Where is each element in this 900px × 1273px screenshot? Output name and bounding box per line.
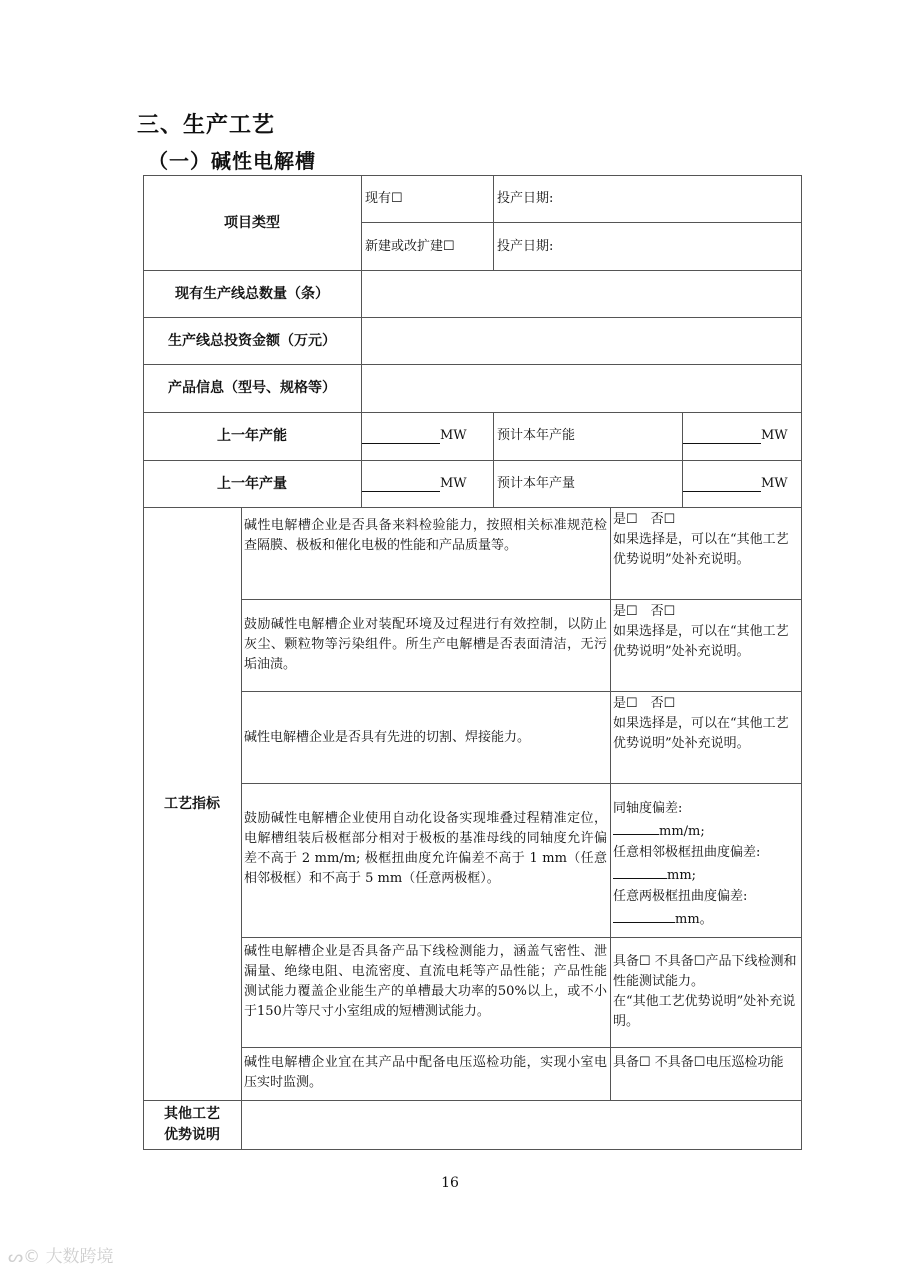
last-output-label: 上一年产量 [217, 475, 287, 492]
any-two-label: 任意两极框扭曲度偏差: [613, 889, 748, 904]
answer-note: 在“其他工艺优势说明”处补充说明。 [613, 994, 796, 1029]
adjacent-blank[interactable] [613, 863, 667, 879]
unit: MW [761, 428, 788, 443]
est-capacity-label: 预计本年产能 [497, 428, 576, 443]
product-info-label: 产品信息（型号、规格等） [168, 380, 336, 396]
coaxial-blank[interactable] [613, 819, 659, 835]
yes-no-checkbox[interactable]: 是☐ 否☐ [613, 512, 676, 527]
answer-note: 如果选择是，可以在“其他工艺优势说明”处补充说明。 [613, 624, 789, 659]
process-item-answer[interactable] [613, 1053, 800, 1073]
project-type-label: 项目类型 [224, 214, 280, 231]
coaxial-unit: mm/m; [659, 824, 705, 839]
unit: MW [761, 475, 788, 491]
est-output-label: 预计本年产量 [497, 475, 576, 491]
other-advantages-field[interactable] [242, 1101, 801, 1149]
adjacent-unit: mm; [667, 868, 697, 883]
last-capacity-label: 上一年产能 [217, 428, 287, 444]
est-output-field[interactable] [683, 460, 801, 507]
last-capacity-field[interactable] [362, 412, 493, 460]
new-expansion-checkbox[interactable]: 新建或改扩建☐ [365, 238, 455, 254]
est-capacity-field[interactable] [683, 412, 801, 460]
other-advantages-label [143, 1100, 241, 1149]
product-info-field[interactable] [362, 365, 801, 412]
other-label-line-1: 其他工艺 [164, 1105, 220, 1122]
process-item-answer[interactable] [613, 952, 800, 1032]
output-blank[interactable] [362, 476, 440, 492]
answer-note: 如果选择是，可以在“其他工艺优势说明”处补充说明。 [613, 532, 789, 567]
process-item-answer[interactable] [613, 798, 800, 930]
yes-no-checkbox[interactable]: 是☐ 否☐ [613, 696, 676, 711]
start-date-label-1: 投产日期: [497, 190, 554, 206]
existing-checkbox[interactable]: 现有☐ [365, 190, 403, 206]
capability-checkbox[interactable]: 具备☐ 不具备☐产品下线检测和性能测试能力。 [613, 954, 797, 989]
unit: MW [440, 428, 467, 443]
watermark [8, 1242, 114, 1267]
process-item-answer[interactable] [613, 602, 800, 662]
unit: MW [440, 475, 467, 491]
process-item-text: 鼓励碱性电解槽企业对装配环境及过程进行有效控制，以防止灰尘、颗粒物等污染组件。所生产电解槽是否表面清洁，无污垢油渍。 [244, 617, 607, 672]
process-item-text: 碱性电解槽企业是否具有先进的切割、焊接能力。 [244, 729, 531, 745]
output-blank[interactable] [683, 476, 761, 492]
watermark-text: 大数跨境 [45, 1247, 114, 1267]
process-item-text: 碱性电解槽企业是否具备来料检验能力，按照相关标准规范检查隔膜、极板和催化电极的性能和产品质量等。 [244, 518, 607, 553]
line-count-label: 现有生产线总数量（条） [175, 285, 329, 302]
yes-no-checkbox[interactable]: 是☐ 否☐ [613, 604, 676, 619]
other-label-line-2: 优势说明 [164, 1126, 220, 1143]
investment-label: 生产线总投资金额（万元） [168, 332, 336, 349]
process-item-text: 碱性电解槽企业宜在其产品中配备电压巡检功能，实现小室电压实时监测。 [244, 1055, 607, 1090]
capability-checkbox[interactable]: 具备☐ 不具备☐电压巡检功能 [613, 1055, 784, 1070]
process-label: 工艺指标 [164, 795, 220, 812]
answer-note: 如果选择是，可以在“其他工艺优势说明”处补充说明。 [613, 716, 789, 751]
section-title: 三、生产工艺 [137, 113, 276, 138]
subsection-title: （一）碱性电解槽 [148, 149, 316, 173]
coaxial-label: 同轴度偏差: [613, 801, 683, 816]
capacity-blank[interactable] [683, 428, 761, 444]
line-count-field[interactable] [362, 271, 801, 317]
process-item-text: 碱性电解槽企业是否具备产品下线检测能力，涵盖气密性、泄漏量、绝缘电阻、电流密度、直流电耗等产品性能；产品性能测试能力覆盖企业能生产的单槽最大功率的50%以上，或不小于150片等尺寸小室组成的短槽测试能力。 [244, 944, 607, 1019]
process-item-answer[interactable] [613, 694, 800, 754]
page-number: 16 [441, 1175, 459, 1191]
process-item-answer[interactable] [613, 510, 800, 570]
capacity-blank[interactable] [362, 428, 440, 444]
any-two-unit: mm。 [675, 912, 713, 927]
investment-field[interactable] [362, 318, 801, 364]
any-two-blank[interactable] [613, 907, 675, 923]
adjacent-label: 任意相邻极框扭曲度偏差: [613, 845, 761, 860]
last-output-field[interactable] [362, 460, 493, 507]
start-date-label-2: 投产日期: [497, 238, 554, 254]
process-item-text: 鼓励碱性电解槽企业使用自动化设备实现堆叠过程精准定位，电解槽组装后极框部分相对于极板的基准母线的同轴度允许偏差不高于 2 mm/m; 极框扭曲度允许偏差不高于 1 mm（任意相邻极框）和不高于 5 mm（任意两极框）。 [244, 811, 607, 886]
watermark-icon: ᔕ© [8, 1247, 46, 1267]
